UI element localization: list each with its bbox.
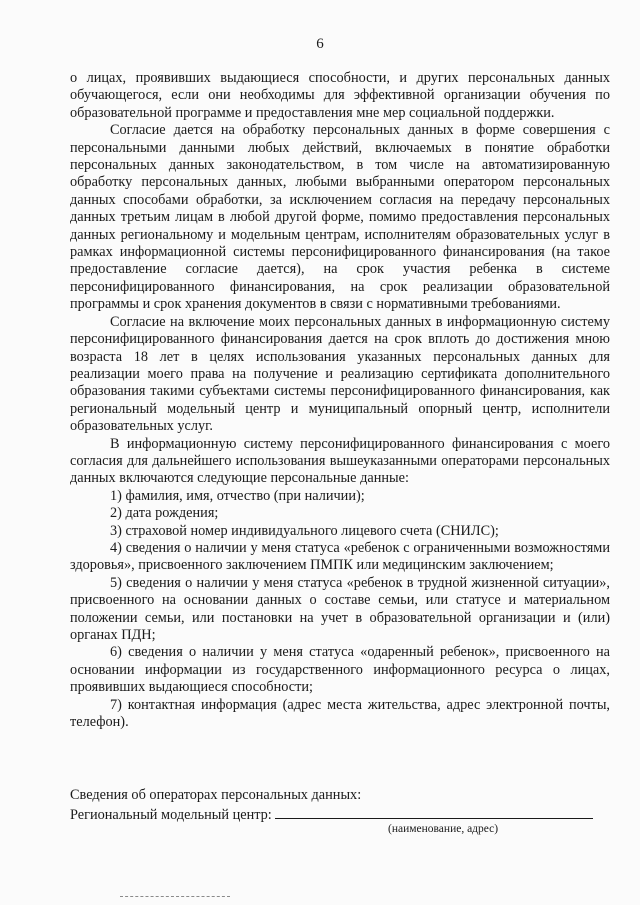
list-item: 5) сведения о наличии у меня статуса «ребенок в трудной жизненной ситуации», присвоенного на основании данных о составе семьи, или статусе и материальном положении семьи, или постановки на учет в образовательной организации и (или) органах ПДН;: [70, 574, 610, 643]
list-item: 3) страховой номер индивидуального лицевого счета (СНИЛС);: [110, 522, 499, 539]
field-caption: (наименование, адрес): [388, 823, 499, 835]
regional-center-line: [70, 804, 610, 824]
operators-heading: Сведения об операторах персональных данных:: [70, 787, 362, 803]
list-item: 4) сведения о наличии у меня статуса «ребенок с ограниченными возможностями здоровья», присвоенного заключением ПМПК или медицинским заключением;: [70, 539, 610, 574]
consent-body: [70, 70, 610, 731]
list-item: 1) фамилия, имя, отчество (при наличии);: [110, 487, 365, 504]
list-item: 6) сведения о наличии у меня статуса «одаренный ребенок», присвоенного на основании информации из государственного информационного ресурса о лицах, проявивших выдающиеся способности;: [70, 644, 610, 696]
regional-center-field[interactable]: [275, 804, 593, 819]
page-number: 6: [316, 36, 324, 52]
paragraph: Согласие дается на обработку персональных данных в форме совершения с персональными данными любых действий, включаемых в понятие обработки персональных данных законодательством, в том числе на автоматизированную обработку персональных данных, любыми выбранными оператором персональных данных способами обработки, за исключением согласия на передачу персональных данных третьим лицам в любой другой форме, помимо предоставления персональных данных региональному и модельным центрам, исполнителям образовательных услуг в рамках информационной системы персонифицированного финансирования (на такое предоставление согласие дается), на срок участия ребенка в системе персонифицированного финансирования, на срок реализации образовательной программы и срок хранения документов в связи с нормативными требованиями.: [70, 122, 610, 313]
regional-center-label: Региональный модельный центр:: [70, 807, 272, 824]
footer-divider: [120, 896, 230, 897]
paragraph: В информационную систему персонифицированного финансирования с моего согласия для дальнейшего использования вышеуказанными операторами персональных данных включаются следующие персональные данные:: [70, 435, 610, 487]
operators-section: [70, 787, 610, 825]
list-item: 2) дата рождения;: [110, 505, 219, 522]
paragraph: о лицах, проявивших выдающиеся способности, и других персональных данных обучающегося, если они необходимы для эффективной организации обучения по образовательной программе и предоставления мне мер социальной поддержки.: [70, 70, 610, 121]
list-item: 7) контактная информация (адрес места жительства, адрес электронной почты, телефон).: [70, 696, 610, 731]
paragraph: Согласие на включение моих персональных данных в информационную систему персонифицированного финансирования дается на срок вплоть до достижения мною возраста 18 лет в целях использования указанных персональных данных для реализации моего права на получение и реализацию сертификата дополнительного образования такими субъектами системы персонифицированного финансирования, как региональный модельный центр и муниципальный опорный центр, исполнители образовательных услуг.: [70, 313, 610, 435]
